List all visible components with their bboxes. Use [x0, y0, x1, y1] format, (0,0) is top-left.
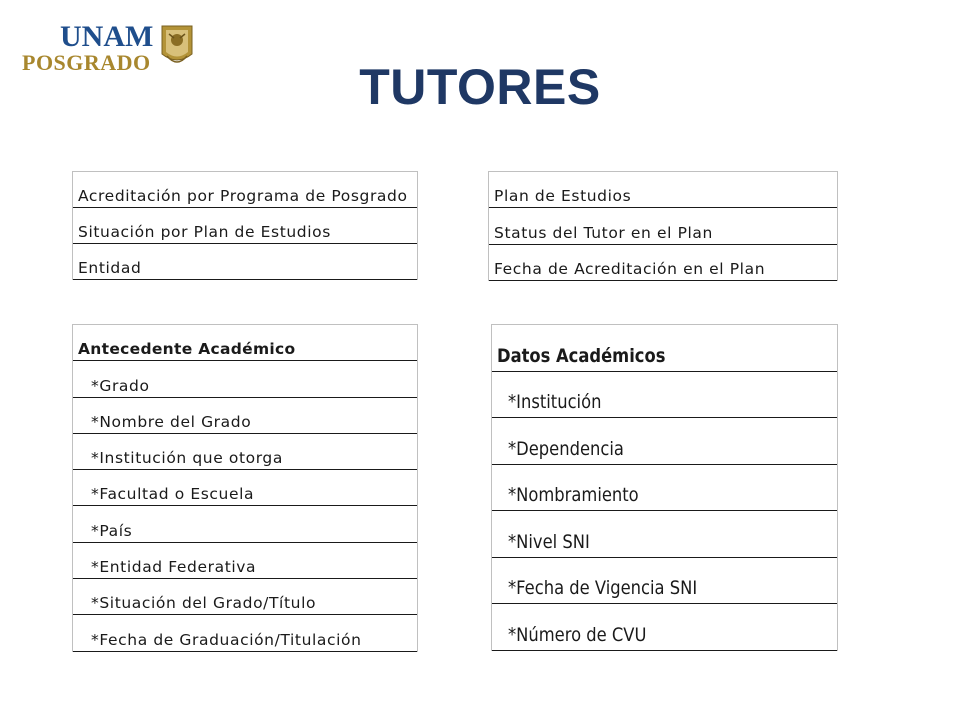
program-accreditation-table [72, 171, 418, 280]
page-title: TUTORES [359, 59, 601, 115]
unam-crest-icon [162, 26, 192, 62]
row-label: *Fecha de Vigencia SNI [508, 577, 698, 599]
table-row [73, 398, 417, 434]
row-label: *Nombre del Grado [91, 412, 252, 431]
table-row [489, 172, 837, 208]
logo-text-posgrado: POSGRADO [22, 50, 151, 75]
academic-background-table [72, 324, 418, 652]
table-row [492, 511, 837, 558]
table-header-row [492, 325, 837, 372]
table-row [73, 361, 417, 397]
table-header-row [73, 325, 417, 361]
row-label: *Nombramiento [508, 484, 639, 506]
table-row [489, 245, 837, 281]
table-row [73, 506, 417, 542]
row-label: Acreditación por Programa de Posgrado [78, 187, 408, 205]
row-label: Status del Tutor en el Plan [494, 223, 713, 242]
table-row [492, 372, 837, 419]
table-row [73, 615, 417, 651]
table-row [492, 465, 837, 512]
row-label: *Nivel SNI [508, 530, 590, 553]
row-label: *Facultad o Escuela [91, 485, 255, 504]
table-row [73, 434, 417, 470]
row-label: *Dependencia [508, 437, 624, 460]
row-label: *Grado [91, 376, 150, 395]
row-label: *Entidad Federativa [91, 558, 257, 577]
table-header: Antecedente Académico [78, 340, 296, 359]
row-label: Fecha de Acreditación en el Plan [494, 259, 766, 278]
row-label: Situación por Plan de Estudios [78, 223, 331, 241]
row-label: *Situación del Grado/Título [91, 594, 317, 613]
table-header: Datos Académicos [497, 344, 666, 367]
table-row [73, 543, 417, 579]
table-row [492, 418, 837, 465]
table-row [73, 470, 417, 506]
row-label: *Institución [508, 391, 602, 413]
table-row [492, 604, 837, 651]
row-label: *Número de CVU [508, 623, 647, 646]
table-row [73, 579, 417, 615]
row-label: Plan de Estudios [494, 187, 632, 206]
table-row [492, 558, 837, 605]
table-row [73, 244, 417, 280]
table-row [489, 208, 837, 244]
row-label: *Institución que otorga [91, 449, 283, 468]
table-row [73, 172, 417, 208]
table-row [73, 208, 417, 244]
study-plan-table [488, 171, 838, 281]
academic-data-table [491, 324, 838, 651]
row-label: Entidad [78, 259, 142, 277]
row-label: *País [91, 521, 133, 540]
logo-text-unam: UNAM [60, 20, 154, 53]
row-label: *Fecha de Graduación/Titulación [91, 630, 362, 649]
